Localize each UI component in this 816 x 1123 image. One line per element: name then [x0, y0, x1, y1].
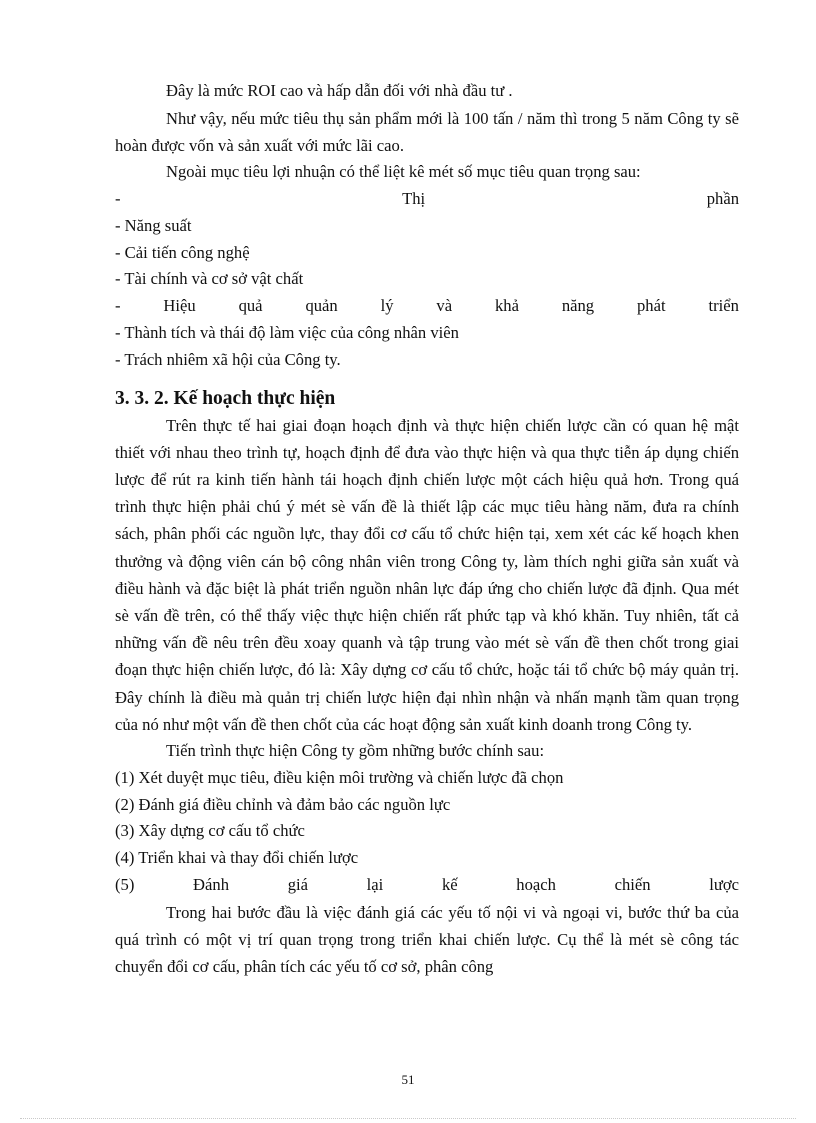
word: Đánh — [193, 875, 229, 894]
objective-finance: - Tài chính và cơ sở vật chất — [115, 269, 304, 289]
step-5 — [115, 872, 739, 899]
section-heading: 3. 3. 2. Kế hoạch thực hiện — [115, 387, 336, 409]
word: lại — [366, 875, 384, 894]
roi-paragraph: Như vậy, nếu mức tiêu thụ sản phẩm mới là 100 tấn / năm thì trong 5 năm Công ty sẽ hoàn được vốn và sản xuất với mức lãi cao. — [115, 108, 739, 155]
page-bottom-divider — [20, 1118, 796, 1119]
main-paragraph: Trên thực tế hai giai đoạn hoạch định và thực hiện chiến lược cần có quan hệ mật thiết với nhau theo trình tự, hoạch định để đưa vào thực hiện và qua thực tiễn áp dụng chiến lược để rút ra kinh tiến hành tái hoạch định chiến lược một cách hiệu quả hơn. Trong quá trình thực hiện phải chú ý mét sè vấn đề là thiết lập các mục tiêu hàng năm, đưa ra chính sách, phân phối các nguồn lực, thay đổi cơ cấu tổ chức hiện tại, xem xét các kế hoạch khen thưởng và động viên cán bộ công nhân viên trong Công ty, làm thích nghi giữa sản xuất và điều hành và đặc biệt là phát triển nguồn nhân lực đáp ứng cho chiến lược đã định. Qua mét sè vấn đề trên, có thể thấy việc thực hiện chiến rất phức tạp và khó khăn. Tuy nhiên, tất cả những vấn đề nêu trên đều xoay quanh và tập trung vào mét sè vấn đề then chốt trong giai đoạn thực hiện chiến lược, đó là: Xây dựng cơ cấu tổ chức, hoặc tái tổ chức bộ máy quản trị. Đây chính là điều mà quản trị chiến lược hiện đại nhìn nhận và nhấn mạnh tầm quan trọng của nó như một vấn đề then chốt của các hoạt động sản xuất kinh doanh trong Công ty. — [115, 415, 739, 734]
step-3: (3) Xây dựng cơ cấu tổ chức — [115, 821, 305, 841]
word: giá — [287, 875, 308, 894]
step-2: (2) Đánh giá điều chỉnh và đảm bảo các nguồn lực — [115, 794, 451, 814]
steps-intro: Tiến trình thực hiện Công ty gồm những bước chính sau: — [166, 741, 545, 761]
objective-productivity: - Năng suất — [115, 215, 192, 235]
word: lý — [380, 296, 394, 316]
word: chiến — [614, 875, 651, 894]
word: triển — [708, 296, 739, 316]
word: - — [115, 296, 121, 316]
word: phần — [706, 189, 739, 208]
word: kế — [441, 875, 458, 894]
word: - — [115, 189, 121, 208]
final-paragraph: Trong hai bước đầu là việc đánh giá các yếu tố nội vi và ngoại vi, bước thứ ba của quá trình có một vị trí quan trọng trong triển khai chiến lược. Cụ thể là mét sè công tác chuyển đổi cơ cấu, phân tích các yếu tố cơ sở, phân công — [115, 902, 739, 977]
word: và — [436, 296, 453, 316]
step-1: (1) Xét duyệt mục tiêu, điều kiện môi trường và chiến lược đã chọn — [115, 767, 564, 787]
word: lược — [709, 875, 739, 894]
page-number: 51 — [401, 1072, 415, 1087]
word: phát — [636, 296, 666, 316]
word: Thị — [402, 189, 426, 208]
word: (5) — [115, 875, 135, 894]
objective-social: - Trách nhiêm xã hội của Công ty. — [115, 349, 341, 369]
roi-statement: Đây là mức ROI cao và hấp dẫn đối với nhà đầu tư . — [166, 81, 513, 100]
objective-staff: - Thành tích và thái độ làm việc của công nhân viên — [115, 322, 459, 342]
word: quản — [305, 296, 338, 316]
step-4: (4) Triển khai và thay đổi chiến lược — [115, 848, 359, 868]
objective-market-share — [115, 186, 739, 213]
word: quả — [238, 296, 263, 316]
word: năng — [561, 296, 595, 316]
objective-management — [115, 293, 739, 320]
objectives-intro: Ngoài mục tiêu lợi nhuận có thể liệt kê mét số mục tiêu quan trọng sau: — [166, 162, 641, 182]
word: khả — [494, 296, 519, 316]
objective-technology: - Cải tiến công nghệ — [115, 242, 250, 262]
word: Hiệu — [163, 296, 196, 316]
word: hoạch — [516, 875, 556, 894]
page-body — [115, 78, 739, 980]
